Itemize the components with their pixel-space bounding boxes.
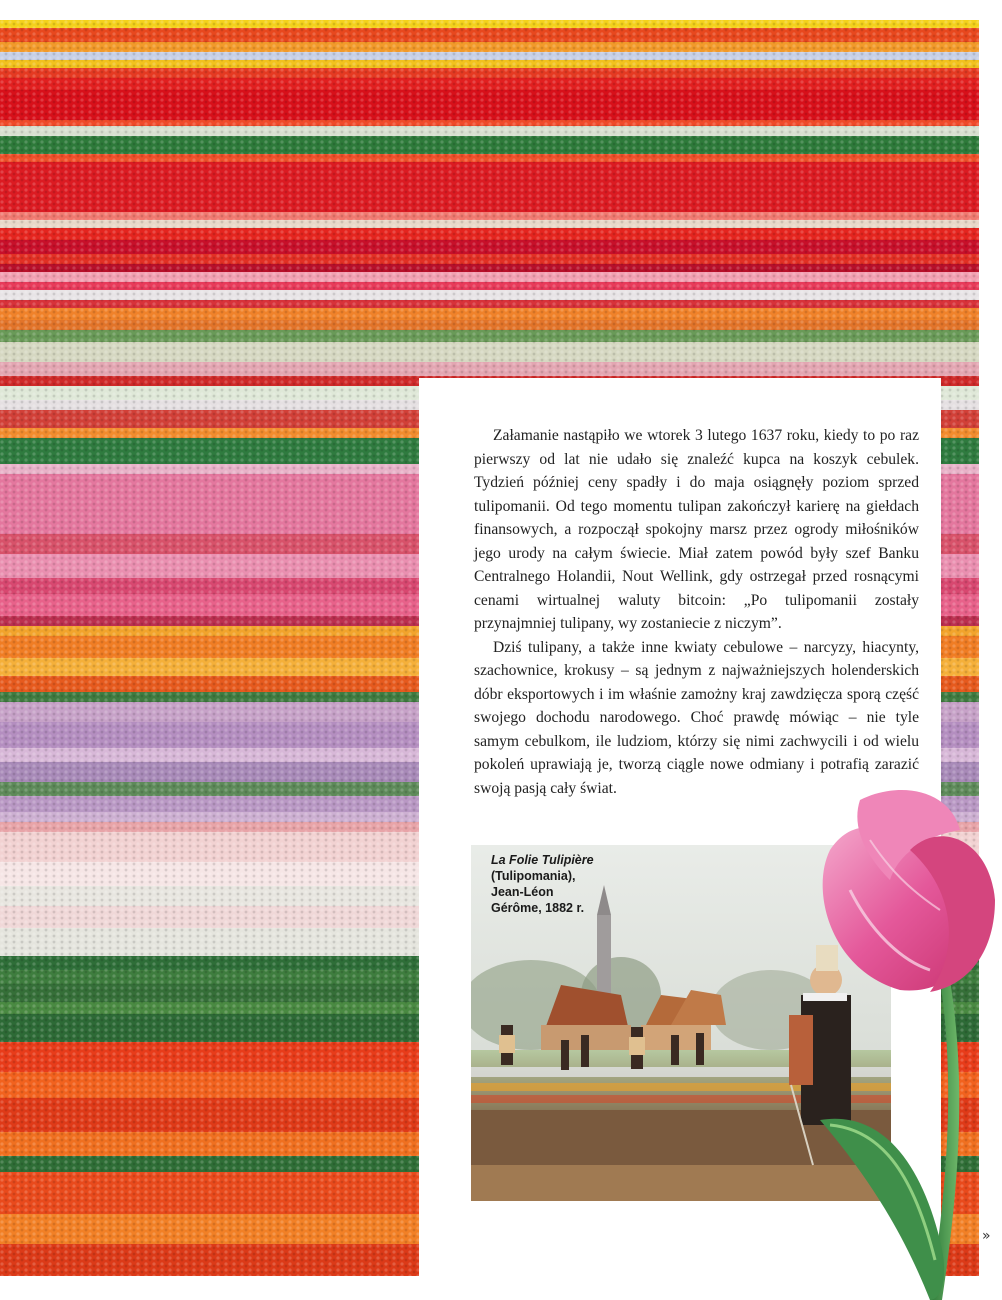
tulip-flower-icon — [790, 780, 1000, 1300]
caption-author-year: Gérôme, 1882 r. — [491, 901, 585, 915]
article-paragraph-2: Dziś tulipany, a także inne kwiaty cebulowe – narcyzy, hiacynty, szachownice, krokusy – są jednym z najważniejszych holenderskich dóbr eksportowych i im właśnie zamożny kraj zawdzięcza sporą część swojego dochodu narodowego. Choć prawdę mówiąc – nie tyle samym cebulkom, ile ludziom, którzy się nimi zachwycili i od wielu pokoleń uprawiają je, tworzą ciągle nowe odmiany i potrafią zarazić swoją pasją cały świat. — [474, 638, 919, 797]
article-paragraph-1: Załamanie nastąpiło we wtorek 3 lutego 1637 roku, kiedy to po raz pierwszy od lat nie udało się znaleźć kupca na koszyk cebulek. Tydzień później ceny spadły i do maja osiągnęły poziom sprzed tulipomanii. Od tego momentu tulipan zakończył karierę na giełdach finansowych, a rozpoczął spokojny marsz przez ogrody miłośników jego urody na całym świecie. Miał zatem powód były szef Banku Centralnego Holandii, Nout Wellink, gdy ostrzegał przed rosnącymi cenami wirtualnej waluty bitcoin: „Po tulipomanii zostały przynajmniej tulipany, wy zostaniecie z niczym”. — [474, 427, 919, 632]
double-chevron-right-icon: » — [982, 1228, 991, 1244]
tulip-illustration — [790, 780, 1000, 1300]
article-body — [474, 424, 919, 800]
caption-author: Jean-Léon — [491, 885, 554, 899]
caption-subtitle: (Tulipomania), — [491, 869, 576, 883]
caption-title: La Folie Tulipière — [491, 853, 594, 867]
painting-caption — [491, 852, 651, 916]
